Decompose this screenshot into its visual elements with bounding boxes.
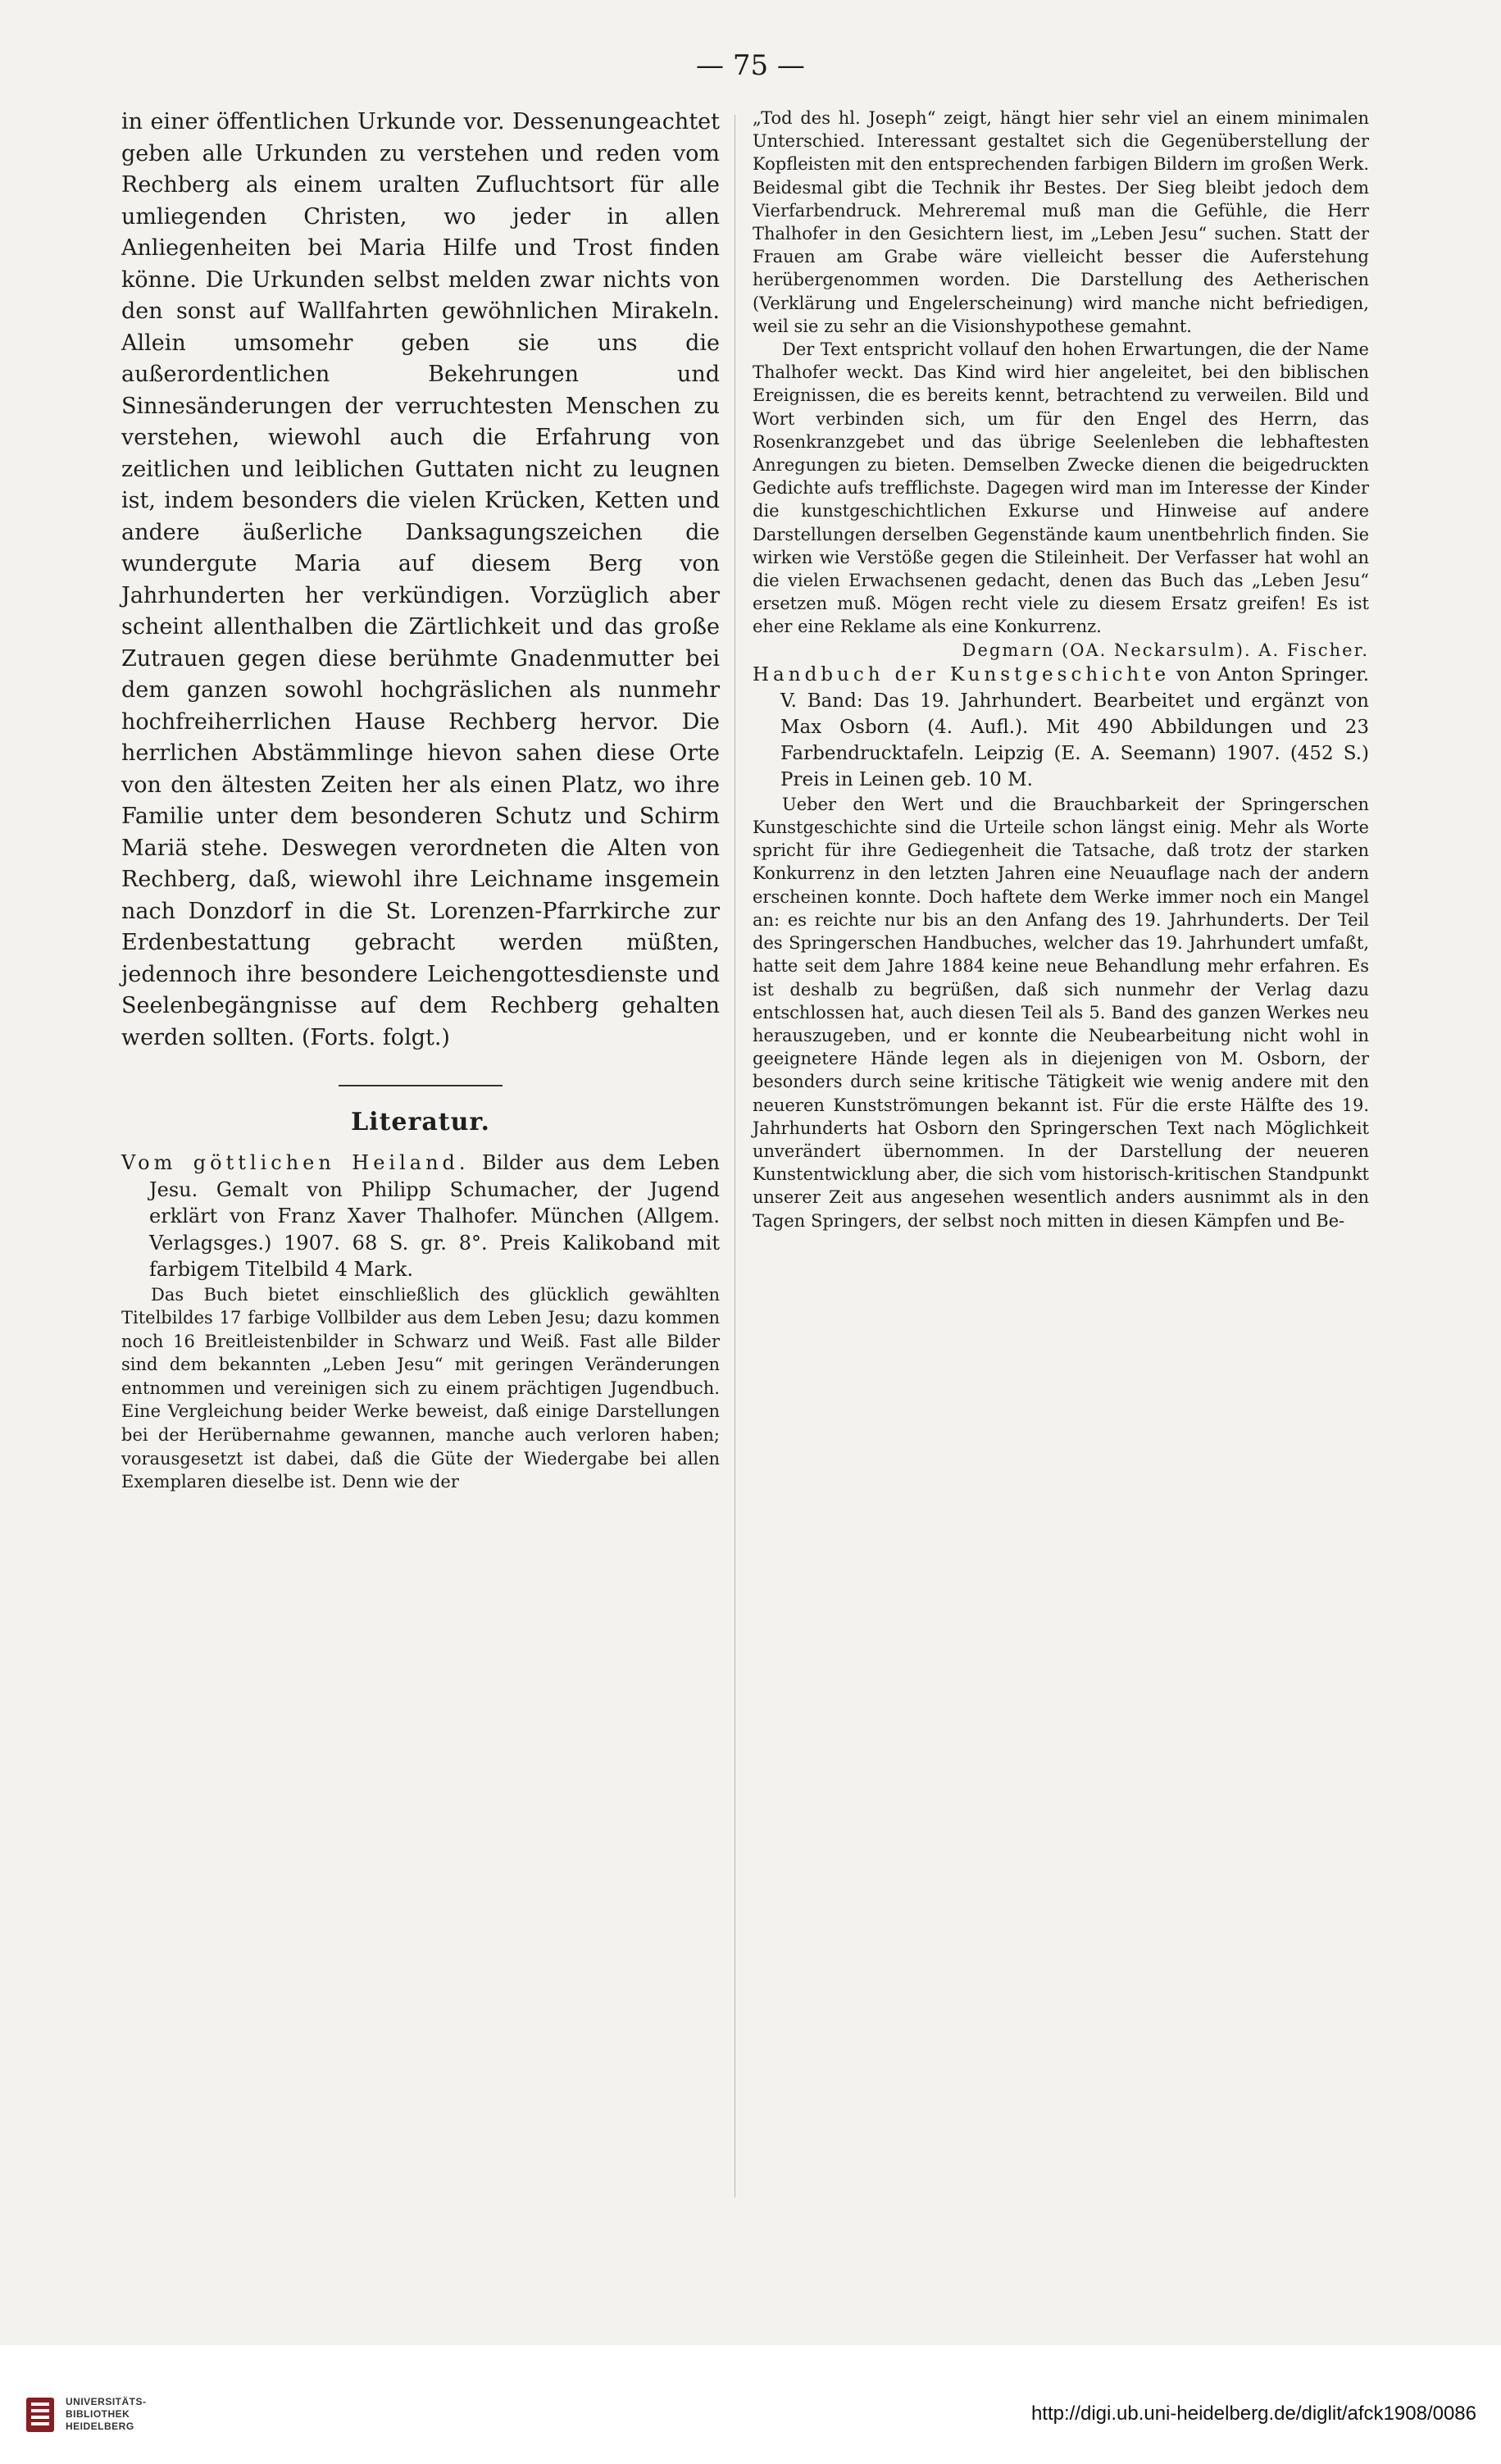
viewer-footer [0,2345,1501,2464]
book-entry-1-title: Vom göttlichen Heiland. [121,1151,470,1174]
document-url[interactable]: http://digi.ub.uni-heidelberg.de/diglit/afck1908/0086 [1030,2403,1476,2425]
book-review-1: Das Buch bietet einschließlich des glücklich gewählten Titelbildes 17 farbige Vollbilder aus dem Leben Jesu; dazu kommen noch 16 Breitleistenbilder in Schwarz und Weiß. Fast alle Bilder sind dem bekannten „Leben Jesu“ mit geringen Veränderungen entnommen und vereinigen sich zu einem prächtigen Jugendbuch. Eine Vergleichung beider Werke beweist, daß einige Darstellungen bei der Herübernahme gewannen, manche auch verloren haben; vorausgesetzt ist dabei, daß die Güte der Wiedergabe bei allen Exemplaren dieselbe ist. Denn wie der [121,1284,720,1492]
book-entry-2 [753,662,1369,793]
left-column [121,107,720,1494]
review-signature: Degmarn (OA. Neckarsulm). A. Fischer. [962,640,1369,660]
page-number: — 75 — [696,49,805,82]
book-entry-1-details: Bilder aus dem Leben Jesu. Gemalt von Philipp Schumacher, der Jugend erklärt von Franz Xaver Thalhofer. München (Allgem. Verlagsges.) 1907. 68 S. gr. 8°. Preis Kalikoband mit farbigem Titelbild 4 Mark. [149,1151,720,1281]
book-review-2: Ueber den Wert und die Brauchbarkeit der Springerschen Kunstgeschichte sind die Urteile schon längst einig. Mehr als Worte spricht für ihre Gediegenheit die Tatsache, daß trotz der starken Konkurrenz in den letzten Jahren eine Neuauflage nach der andern erscheinen konnte. Doch haftete dem Werke immer noch ein Mangel an: es reichte nur bis an den Anfang des 19. Jahrhunderts. Der Teil des Springerschen Handbuches, welcher das 19. Jahrhundert umfaßt, hatte seit dem Jahre 1884 keine neue Behandlung mehr erfahren. Es ist deshalb zu begrüßen, daß sich nunmehr der Verlag dazu entschlossen hat, auch diesen Teil als 5. Band des ganzen Werkes neu herauszugeben, und er konnte die Neubearbeitung nicht wohl in geeignetere Hände legen als in diejenigen von M. Osborn, der besonders durch seine kritische Tätigkeit wie wenig andere mit den neueren Kunstströmungen bekannt ist. Für die erste Hälfte des 19. Jahrhunderts hat Osborn den Springerschen Text nach Möglichkeit unverändert übernommen. In der Darstellung der neueren Kunstentwicklung aber, die sich vom historisch-kritischen Standpunkt unserer Zeit aus angesehen wesentlich anders ausnimmt als in den Tagen Springers, der selbst noch mitten in diesen Kämpfen und Be- [753,794,1369,1231]
library-logo[interactable] [25,2396,189,2445]
book-entry-2-title: Handbuch der Kunstgeschichte [753,663,1171,685]
article-continuation: in einer öffentlichen Urkunde vor. Dessenungeachtet geben alle Urkunden zu verstehen und reden vom Rechberg als einem uralten Zufluchtsort für alle umliegenden Christen, wo jeder in allen Anliegenheiten bei Maria Hilfe und Trost finden könne. Die Urkunden selbst melden zwar nichts von den sonst auf Wallfahrten gewöhnlichen Mirakeln. Allein umsomehr geben sie uns die außerordentlichen Bekehrungen und Sinnesänderungen der verruchtesten Menschen zu verstehen, wiewohl auch die Erfahrung von zeitlichen und leiblichen Guttaten nicht zu leugnen ist, indem besonders die vielen Krücken, Ketten und andere äußerliche Danksagungszeichen die wundergute Maria auf diesem Berg von Jahrhunderten her verkündigen. Vorzüglich aber scheint allenthalben die Zärtlichkeit und das große Zutrauen gegen diese berühmte Gnadenmutter bei dem ganzen sowohl hochgräslichen als nunmehr hochfreiherrlichen Hause Rechberg hervor. Die herrlichen Abstämmlinge hievon sahen diese Orte von den ältesten Zeiten her als einen Platz, wo ihre Familie unter dem besonderen Schutz und Schirm Mariä stehe. Deswegen verordneten die Alten von Rechberg, daß, wiewohl ihre Leichname insgemein nach Donzdorf in die St. Lorenzen-Pfarrkirche zur Erdenbestattung gebracht werden müßten, jedennoch ihre besondere Leichengottesdienste und Seelenbegängnisse auf dem Rechberg gehalten werden sollten. (Forts. folgt.) [121,109,720,1050]
university-seal-icon [25,2396,56,2434]
library-name: UNIVERSITÄTS- BIBLIOTHEK HEIDELBERG [66,2396,147,2432]
right-column [753,107,1369,1232]
section-rule [339,1085,503,1086]
book-review-1-paragraph-2: Der Text entspricht vollauf den hohen Erwartungen, die der Name Thalhofer weckt. Das Kind wird hier angeleitet, bei den biblischen Ereignissen, die es bereits kennt, betrachtend zu verweilen. Bild und Wort verbinden sich, um für den Engel des Herrn, das Rosenkranzgebet und das übrige Seelenleben die lebhaftesten Anregungen zu bieten. Demselben Zwecke dienen die beigedruckten Gedichte aufs trefflichste. Dagegen wird man im Interesse der Kinder die kunstgeschichtlichen Exkurse und Hinweise auf andere Darstellungen derselben Gegenstände kaum unentbehrlich finden. Sie wirken wie Verstöße gegen die Stileinheit. Der Verfasser hat wohl an die vielen Erwachsenen gedacht, denen das Buch das „Leben Jesu“ ersetzen muß. Mögen recht viele zu diesem Ersatz greifen! Es ist eher eine Reklame als eine Konkurrenz. [753,339,1369,637]
book-entry-2-details: von Anton Springer. V. Band: Das 19. Jahrhundert. Bearbeitet und ergänzt von Max Osborn (4. Aufl.). Mit 490 Abbildungen und 23 Farbendrucktafeln. Leipzig (E. A. Seemann) 1907. (452 S.) Preis in Leinen geb. 10 M. [780,663,1369,790]
literature-heading: Literatur. [351,1108,490,1136]
book-review-1-continued: „Tod des hl. Joseph“ zeigt, hängt hier sehr viel an einem minimalen Unterschied. Interessant gestaltet sich die Gegenüberstellung der Kopfleisten mit den entsprechenden farbigen Bildern im großen Werk. Beidesmal gibt die Technik ihr Bestes. Der Sieg bleibt jedoch dem Vierfarbendruck. Mehreremal muß man die Gefühle, die Herr Thalhofer in den Gesichtern liest, im „Leben Jesu“ suchen. Statt der Frauen am Grabe wäre vielleicht besser die Auferstehung herübergenommen worden. Die Darstellung des Aetherischen (Verklärung und Engelerscheinung) wird manche nicht befriedigen, weil sie zu sehr an die Visionshypothese gemahnt. [753,108,1369,336]
book-entry-1 [121,1150,720,1283]
